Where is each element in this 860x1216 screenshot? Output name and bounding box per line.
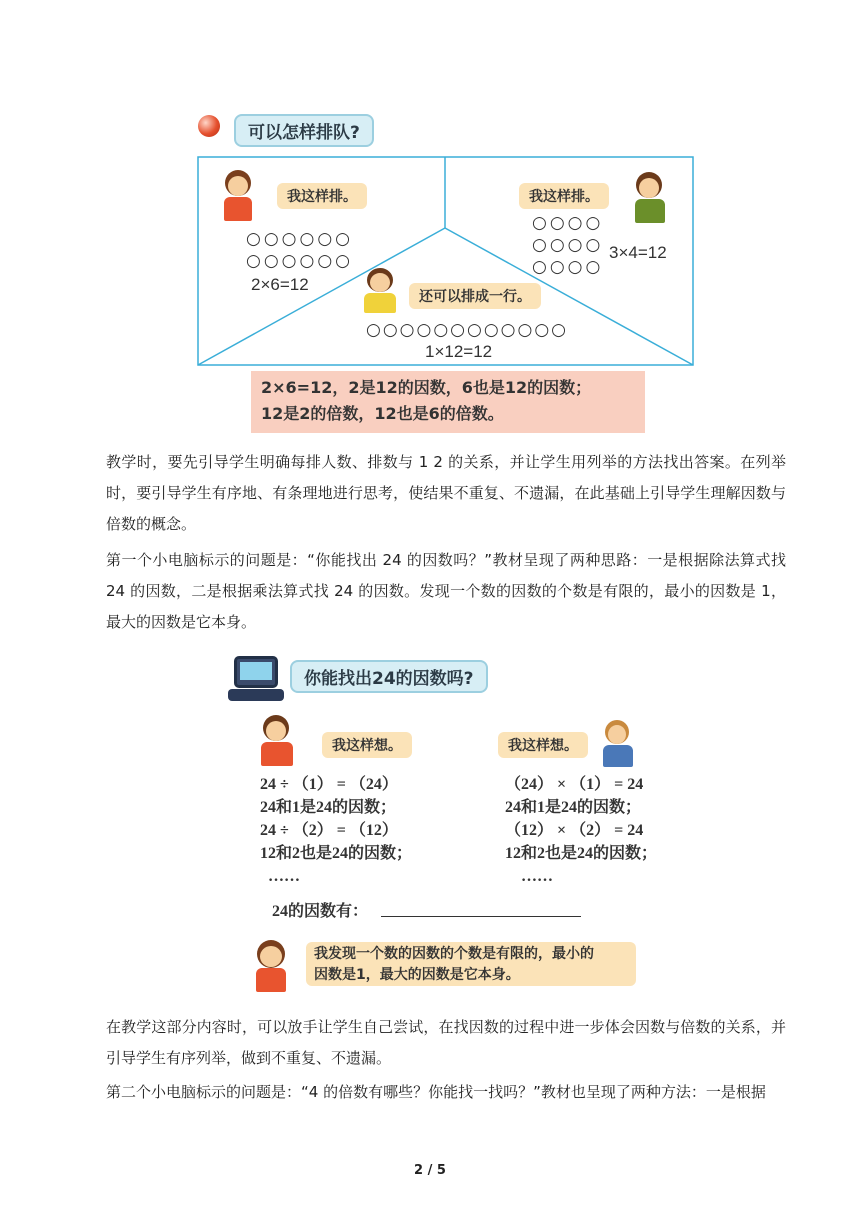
factors-answer-blank	[381, 916, 581, 917]
factor-note-line-2: 12是2的倍数，12也是6的倍数。	[261, 404, 504, 423]
left-circle-row-2: ○○○○○○	[246, 251, 354, 271]
right-circle-row-3: ○○○○	[532, 257, 604, 277]
left-equation: 2×6=12	[251, 275, 309, 294]
center-bubble: 还可以排成一行。	[409, 283, 541, 309]
right-circle-row-1: ○○○○	[532, 213, 604, 233]
left-boy-avatar	[254, 715, 300, 769]
figure-queue	[0, 0, 860, 440]
girl-avatar-2	[248, 940, 294, 996]
right-circle-row-2: ○○○○	[532, 235, 604, 255]
center-equation: 1×12=12	[425, 342, 493, 361]
girl-avatar	[216, 170, 260, 226]
figure2-left-bubble: 我这样想。	[322, 732, 412, 758]
right-bubble: 我这样排。	[519, 183, 609, 209]
computer-icon	[228, 656, 284, 702]
factors-label: 24的因数有：	[272, 903, 369, 920]
conclusion-bubble	[306, 942, 636, 986]
page-number: 2 / 5	[414, 1163, 446, 1178]
left-circle-row-1: ○○○○○○	[246, 229, 354, 249]
paragraph-2: 第一个小电脑标示的问题是：“你能找出 24 的因数吗？”教材呈现了两种思路：一是根据除法算式找 24 的因数，二是根据乘法算式找 24 的因数。发现一个数的因数的个数是有限的，最小的因数是 1，最大的因数是它本身。	[106, 551, 786, 631]
multiplication-approach: （24） × （1） = 24 24和1是24的因数； （12） × （2） = 24 12和2也是24的因数； ……	[505, 776, 658, 885]
paragraph-1: 教学时，要先引导学生明确每排人数、排数与 1 2 的关系，并让学生用列举的方法找出答案。在列举时，要引导学生有序地、有条理地进行思考，使结果不重复、不遗漏，在此基础上引导学生理解因数与倍数的概念。	[106, 453, 786, 533]
left-bubble: 我这样排。	[277, 183, 367, 209]
conclusion-line-1: 我发现一个数的因数的个数是有限的，最小的	[314, 946, 594, 962]
division-approach: 24 ÷ （1） = （24） 24和1是24的因数； 24 ÷ （2） = （12） 12和2也是24的因数； ……	[260, 776, 413, 885]
factor-note-line-1: 2×6=12，2是12的因数，6也是12的因数；	[261, 378, 592, 397]
conclusion-line-2: 因数是1，最大的因数是它本身。	[314, 967, 520, 983]
paragraph-3: 在教学这部分内容时，可以放手让学生自己尝试，在找因数的过程中进一步体会因数与倍数的关系，并引导学生有序列举，做到不重复、不遗漏。	[106, 1018, 786, 1067]
figure2-heading: 你能找出24的因数吗?	[290, 660, 488, 693]
figure2-right-bubble: 我这样想。	[498, 732, 588, 758]
boy-avatar	[628, 172, 672, 228]
figure-factors-24	[0, 640, 860, 1010]
center-circle-row: ○○○○○○○○○○○○	[366, 320, 569, 340]
figure1-heading: 可以怎样排队?	[234, 114, 374, 147]
right-equation: 3×4=12	[609, 243, 667, 262]
factor-note-box	[251, 371, 645, 433]
right-boy-avatar	[598, 720, 638, 772]
paragraph-4: 第二个小电脑标示的问题是：“4 的倍数有哪些？你能找一找吗？”教材也呈现了两种方法：一是根据	[106, 1083, 766, 1101]
center-boy-avatar	[359, 268, 403, 316]
